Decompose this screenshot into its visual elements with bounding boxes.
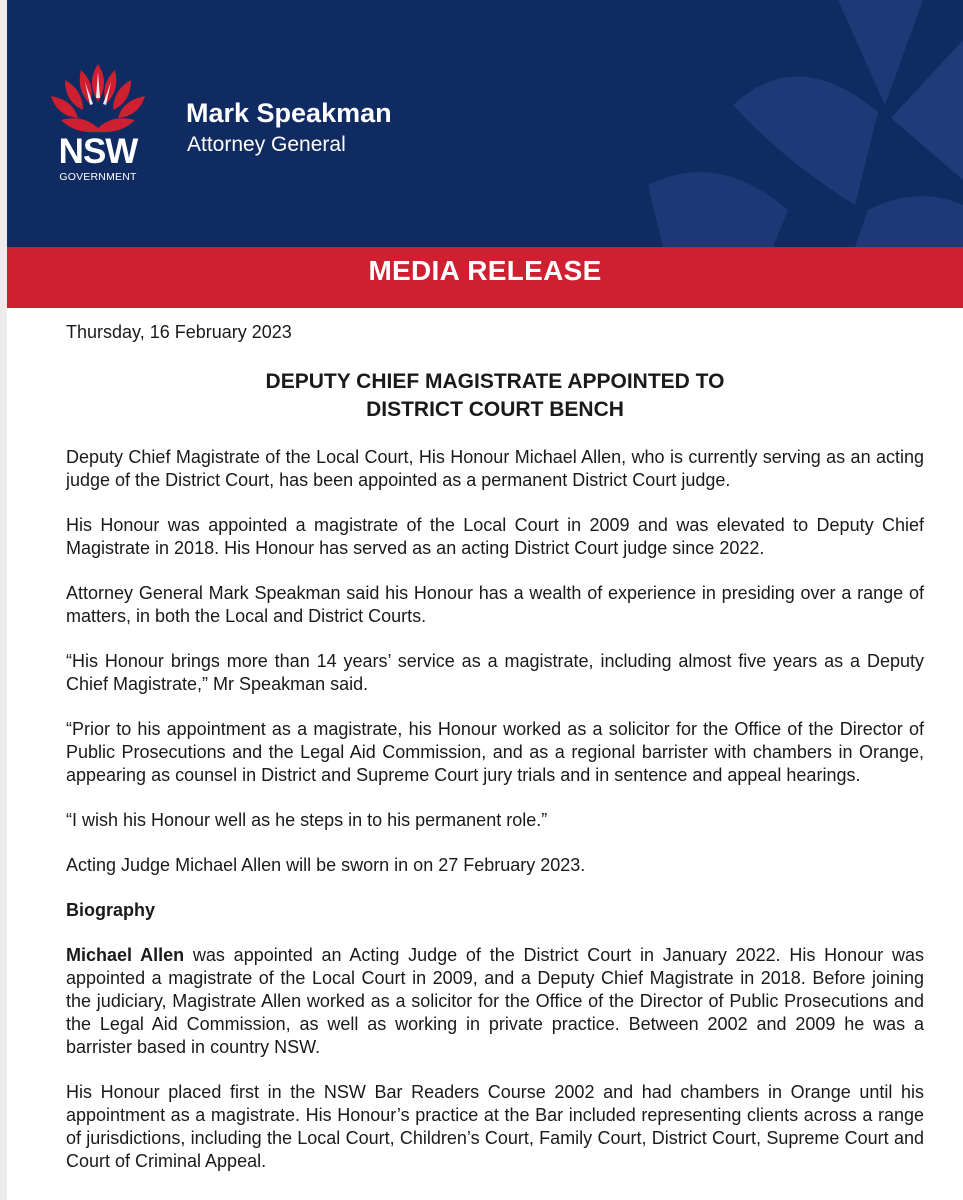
body-paragraph: His Honour was appointed a magistrate of the Local Court in 2009 and was elevated to Deputy Chief Magistrate in 2018. His Honour has served as an acting District Court judge since 2022.: [66, 515, 924, 558]
release-headline: [66, 368, 924, 424]
body-paragraph: Attorney General Mark Speakman said his Honour has a wealth of experience in presiding over a range of matters, in both the Local and District Courts.: [66, 583, 924, 626]
biography-paragraph: [66, 944, 924, 1059]
letterhead-header: [7, 0, 963, 247]
release-body: [66, 321, 924, 1173]
headline-line: DEPUTY CHIEF MAGISTRATE APPOINTED TO: [265, 370, 725, 393]
biography-paragraph: His Honour placed first in the NSW Bar Readers Course 2002 and had chambers in Orange until his appointment as a magistrate. His Honour’s practice at the Bar included representing clients across a range of jurisdictions, including the Local Court, Children’s Court, Family Court, District Court, Supreme Court and Court of Criminal Appeal.: [66, 1082, 924, 1171]
nsw-government-logo: [43, 62, 153, 187]
media-release-label: MEDIA RELEASE: [368, 255, 602, 286]
decorative-waratah-shapes: [623, 0, 963, 247]
body-paragraph: Acting Judge Michael Allen will be sworn in on 27 February 2023.: [66, 855, 586, 875]
release-date: Thursday, 16 February 2023: [66, 322, 292, 342]
quote-paragraph: “His Honour brings more than 14 years’ service as a magistrate, including almost five years as a Deputy Chief Magistrate,” Mr Speakman said.: [66, 651, 924, 694]
government-subtext: GOVERNMENT: [59, 171, 137, 183]
waratah-flower-icon: [43, 62, 153, 134]
biography-heading: Biography: [66, 900, 156, 920]
nsw-wordmark: NSW: [58, 132, 138, 171]
minister-name: Mark Speakman: [186, 98, 392, 128]
media-release-banner: [7, 247, 963, 308]
quote-paragraph: “Prior to his appointment as a magistrate, his Honour worked as a solicitor for the Office of the Director of Public Prosecutions and the Legal Aid Commission, and as a regional barrister with chambers in Orange, appearing as counsel in District and Supreme Court jury trials and in sentence and appeal hearings.: [66, 719, 924, 785]
biography-name: Michael Allen: [66, 945, 185, 965]
page-edge: [0, 0, 7, 1200]
body-paragraph: Deputy Chief Magistrate of the Local Court, His Honour Michael Allen, who is currently serving as an acting judge of the District Court, has been appointed as a permanent District Court judge.: [66, 447, 924, 490]
quote-paragraph: “I wish his Honour well as he steps in to his permanent role.”: [66, 810, 548, 830]
biography-text: was appointed an Acting Judge of the District Court in January 2022. His Honour was appointed a magistrate of the Local Court in 2009, and a Deputy Chief Magistrate in 2018. Before joining the judiciary, Magistrate Allen worked as a solicitor for the Office of the Director of Public Prosecutions and the Legal Aid Commission, as well as working in private practice. Between 2002 and 2009 he was a barrister based in country NSW.: [66, 945, 924, 1057]
minister-role: Attorney General: [187, 133, 346, 156]
headline-line: DISTRICT COURT BENCH: [366, 398, 624, 421]
